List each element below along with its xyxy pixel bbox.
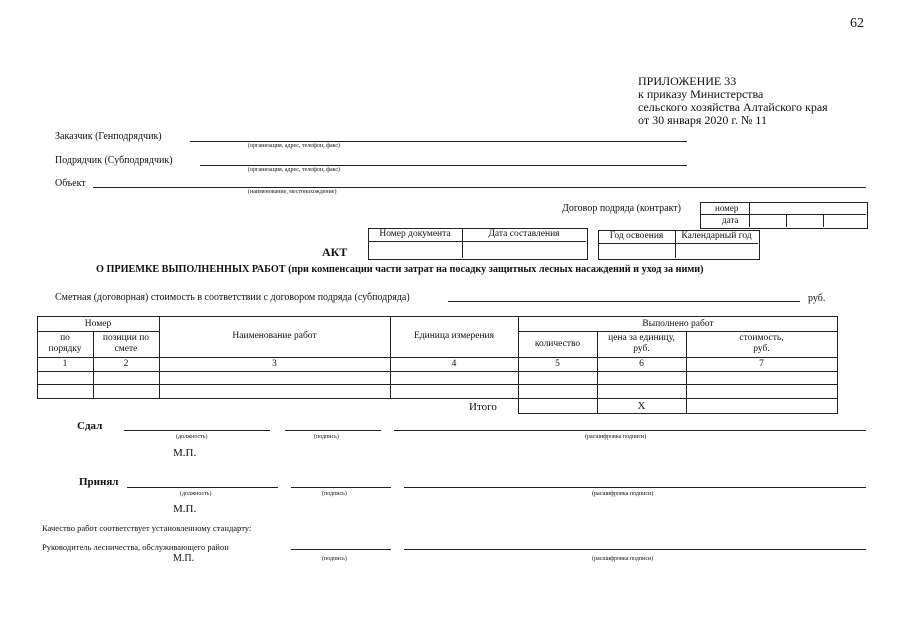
received-label: Принял bbox=[79, 476, 119, 488]
received-position-field[interactable] bbox=[127, 487, 278, 488]
contract-date-label: дата bbox=[722, 215, 739, 225]
appendix-line-2: к приказу Министерства bbox=[638, 87, 764, 101]
tbl-done-sub bbox=[518, 331, 838, 332]
head-signature-hint: (подпись) bbox=[322, 556, 347, 562]
customer-label: Заказчик (Генподрядчик) bbox=[55, 131, 162, 142]
head-label: Руководитель лесничества, обслуживающего район bbox=[42, 542, 229, 552]
col-num-1: 1 bbox=[62, 359, 68, 369]
contract-date-div1 bbox=[786, 214, 787, 227]
th-pos-1: позиции по bbox=[102, 333, 150, 343]
estimate-field[interactable] bbox=[448, 301, 800, 302]
th-cost bbox=[686, 333, 837, 355]
object-field[interactable] bbox=[93, 187, 866, 188]
th-price-1: цена за единицу, bbox=[608, 333, 675, 343]
th-cost-1: стоимость, bbox=[739, 333, 784, 343]
th-done: Выполнено работ bbox=[642, 319, 714, 329]
doc-number-header: Номер документа bbox=[379, 229, 451, 239]
head-decode-hint: (расшифровка подписи) bbox=[592, 556, 654, 562]
th-order bbox=[37, 333, 93, 355]
appendix-line-3: сельского хозяйства Алтайского края bbox=[638, 100, 828, 114]
tbl-top bbox=[37, 316, 838, 317]
total-price-x: X bbox=[637, 400, 646, 412]
customer-field[interactable] bbox=[190, 141, 687, 142]
cal-year-header: Календарный год bbox=[681, 231, 752, 241]
th-price bbox=[597, 333, 686, 355]
th-order-2: порядку bbox=[48, 344, 82, 354]
col-num-3: 3 bbox=[272, 359, 277, 369]
appendix-line-1: ПРИЛОЖЕНИЕ 33 bbox=[638, 74, 737, 88]
received-position-hint: (должность) bbox=[180, 491, 212, 497]
th-number: Номер bbox=[84, 319, 112, 329]
col-num-4: 4 bbox=[451, 359, 457, 369]
th-name: Наименование работ bbox=[232, 331, 317, 341]
contract-label: Договор подряда (контракт) bbox=[562, 203, 681, 214]
received-signature-field[interactable] bbox=[291, 487, 391, 488]
object-label: Объект bbox=[55, 178, 86, 189]
handed-signature-field[interactable] bbox=[285, 430, 381, 431]
contract-date-div2 bbox=[823, 214, 824, 227]
handed-position-field[interactable] bbox=[124, 430, 270, 431]
th-pos-2: смете bbox=[114, 344, 138, 354]
th-qty: количество bbox=[534, 339, 581, 349]
object-hint: (наименование, местонахождение) bbox=[248, 189, 337, 195]
col-num-2: 2 bbox=[123, 359, 129, 369]
th-unit: Единица измерения bbox=[414, 331, 494, 341]
quality-text: Качество работ соответствует установленному стандарту: bbox=[42, 523, 252, 533]
handed-label: Сдал bbox=[77, 420, 103, 432]
estimate-label: Сметная (договорная) стоимость в соответствии с договором подряда (субподряда) bbox=[55, 292, 410, 303]
doc-date-header: Дата составления bbox=[488, 229, 560, 239]
page-number: 62 bbox=[850, 16, 864, 31]
act-title: АКТ bbox=[322, 245, 348, 259]
appendix-block bbox=[638, 75, 828, 127]
contractor-field[interactable] bbox=[200, 165, 687, 166]
year-box-divider bbox=[598, 243, 758, 244]
tbl-header-bottom bbox=[37, 357, 838, 358]
head-signature-field[interactable] bbox=[291, 549, 391, 550]
handed-signature-hint: (подпись) bbox=[314, 434, 339, 440]
tbl-v7 bbox=[837, 316, 838, 413]
dev-year-header: Год освоения bbox=[609, 231, 664, 241]
head-decode-field[interactable] bbox=[404, 549, 866, 550]
doc-box-divider bbox=[368, 241, 586, 242]
tbl-number-sub bbox=[37, 331, 159, 332]
received-decode-hint: (расшифровка подписи) bbox=[592, 491, 654, 497]
received-stamp: М.П. bbox=[173, 503, 197, 515]
handed-stamp: М.П. bbox=[173, 447, 197, 459]
table-row[interactable] bbox=[38, 372, 837, 384]
customer-hint: (организация, адрес, телефон, факс) bbox=[248, 143, 341, 149]
col-num-6: 6 bbox=[639, 359, 644, 369]
col-num-5: 5 bbox=[555, 359, 560, 369]
act-subtitle: О ПРИЕМКЕ ВЫПОЛНЕННЫХ РАБОТ (при компенсации части затрат на посадку защитных лесных насаждений и уход за ними) bbox=[96, 264, 704, 275]
th-cost-2: руб. bbox=[753, 344, 770, 354]
contractor-hint: (организация, адрес, телефон, факс) bbox=[248, 167, 341, 173]
contractor-label: Подрядчик (Субподрядчик) bbox=[55, 155, 173, 166]
appendix-line-4: от 30 января 2020 г. № 11 bbox=[638, 113, 767, 127]
handed-position-hint: (должность) bbox=[176, 434, 208, 440]
tbl-total-bottom bbox=[518, 413, 838, 414]
handed-decode-field[interactable] bbox=[394, 430, 866, 431]
received-decode-field[interactable] bbox=[404, 487, 866, 488]
col-num-7: 7 bbox=[759, 359, 764, 369]
estimate-unit: руб. bbox=[808, 293, 826, 304]
received-signature-hint: (подпись) bbox=[322, 491, 347, 497]
th-price-2: руб. bbox=[633, 344, 650, 354]
total-label: Итого bbox=[469, 401, 497, 413]
handed-decode-hint: (расшифровка подписи) bbox=[585, 434, 647, 440]
th-position bbox=[93, 333, 159, 355]
contract-number-label: номер bbox=[715, 203, 739, 213]
head-stamp: М.П. bbox=[173, 553, 195, 564]
contract-number-field[interactable] bbox=[750, 203, 865, 213]
tbl-row2-bottom bbox=[37, 398, 838, 399]
th-order-1: по bbox=[60, 333, 70, 343]
table-row[interactable] bbox=[38, 385, 837, 397]
